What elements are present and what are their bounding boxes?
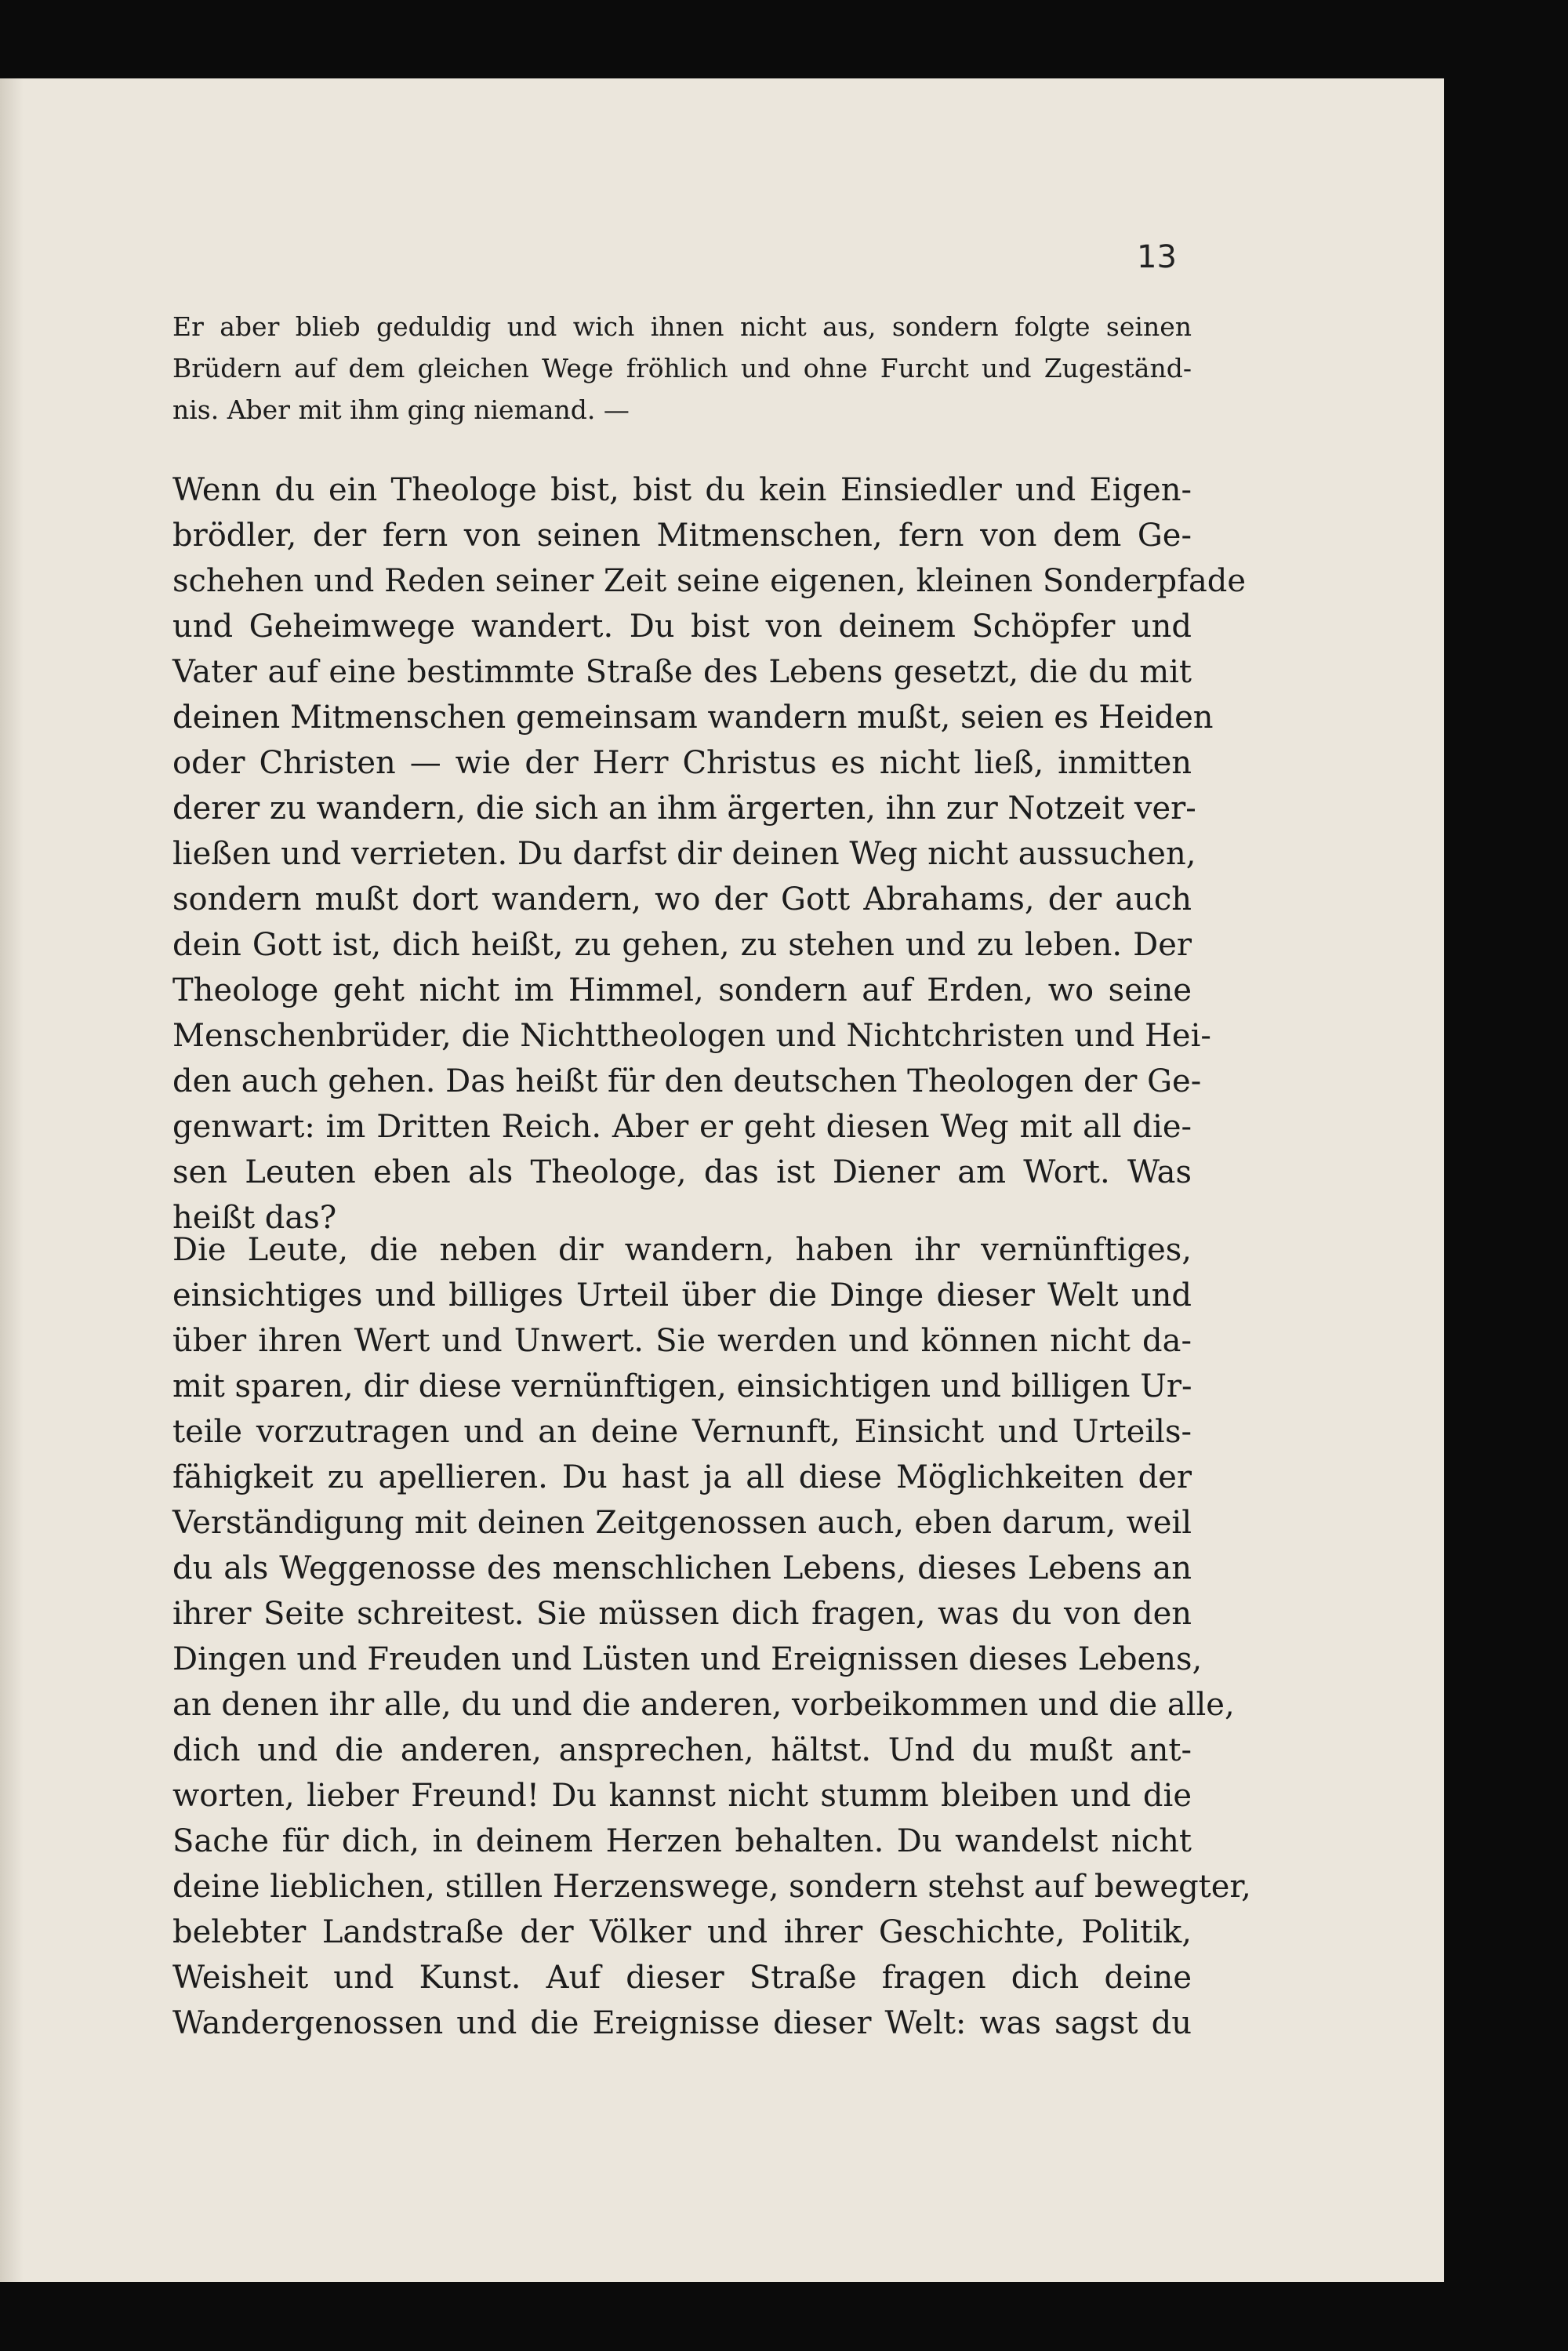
- text-line: worten, lieber Freund! Du kannst nicht stumm bleiben und die: [172, 1778, 1192, 1814]
- text-line: Dingen und Freuden und Lüsten und Ereignissen dieses Lebens,: [172, 1641, 1203, 1677]
- text-line: du als Weggenosse des menschlichen Lebens, dieses Lebens an: [172, 1550, 1192, 1586]
- text-line: einsichtiges und billiges Urteil über die Dinge dieser Welt und: [172, 1277, 1192, 1314]
- text-line: fähigkeit zu apellieren. Du hast ja all diese Möglichkeiten der: [172, 1459, 1192, 1495]
- text-line: heißt das?: [172, 1200, 337, 1236]
- page-number: 13: [1137, 239, 1177, 275]
- text-line: sondern mußt dort wandern, wo der Gott Abrahams, der auch: [172, 881, 1192, 918]
- text-line: mit sparen, dir diese vernünftigen, einsichtigen und billigen Ur-: [172, 1368, 1192, 1404]
- text-line: Die Leute, die neben dir wandern, haben ihr vernünftiges,: [172, 1232, 1192, 1268]
- paragraph-theologian: [172, 467, 1247, 1241]
- text-line: brödler, der fern von seinen Mitmenschen, fern von dem Ge-: [172, 518, 1192, 554]
- text-line: deinen Mitmenschen gemeinsam wandern mußt, seien es Heiden: [172, 699, 1214, 736]
- text-line: über ihren Wert und Unwert. Sie werden und können nicht da-: [172, 1323, 1192, 1359]
- text-line: oder Christen — wie der Herr Christus es nicht ließ, inmitten: [172, 745, 1192, 781]
- text-line: nis. Aber mit ihm ging niemand. —: [172, 394, 630, 425]
- page-gutter-shadow: [0, 78, 24, 2282]
- text-line: dein Gott ist, dich heißt, zu gehen, zu stehen und zu leben. Der: [172, 927, 1192, 963]
- text-line: deine lieblichen, stillen Herzenswege, sondern stehst auf bewegter,: [172, 1869, 1251, 1905]
- text-line: dich und die anderen, ansprechen, hältst. Und du mußt ant-: [172, 1732, 1192, 1768]
- text-line: den auch gehen. Das heißt für den deutschen Theologen der Ge-: [172, 1063, 1202, 1099]
- text-line: Er aber blieb geduldig und wich ihnen nicht aus, sondern folgte seinen: [172, 311, 1192, 342]
- text-line: Verständigung mit deinen Zeitgenossen auch, eben darum, weil: [172, 1505, 1192, 1541]
- text-line: Wenn du ein Theologe bist, bist du kein Einsiedler und Eigen-: [172, 472, 1192, 508]
- text-line: teile vorzutragen und an deine Vernunft, Einsicht und Urteils-: [172, 1414, 1192, 1450]
- paragraph-people: [172, 1227, 1251, 2046]
- text-line: Brüdern auf dem gleichen Wege fröhlich und ohne Furcht und Zugeständ-: [172, 353, 1192, 383]
- text-line: sen Leuten eben als Theologe, das ist Diener am Wort. Was: [172, 1154, 1192, 1190]
- text-line: an denen ihr alle, du und die anderen, vorbeikommen und die alle,: [172, 1687, 1235, 1723]
- text-line: genwart: im Dritten Reich. Aber er geht diesen Weg mit all die-: [172, 1109, 1192, 1145]
- text-line: schehen und Reden seiner Zeit seine eigenen, kleinen Sonderpfade: [172, 563, 1247, 599]
- text-line: derer zu wandern, die sich an ihm ärgerten, ihn zur Notzeit ver-: [172, 790, 1196, 827]
- text-line: Weisheit und Kunst. Auf dieser Straße fragen dich deine: [172, 1960, 1192, 1996]
- paragraph-intro: [172, 306, 1192, 431]
- text-line: Vater auf eine bestimmte Straße des Lebens gesetzt, die du mit: [172, 654, 1192, 690]
- text-line: belebter Landstraße der Völker und ihrer Geschichte, Politik,: [172, 1914, 1192, 1950]
- text-line: ihrer Seite schreitest. Sie müssen dich fragen, was du von den: [172, 1596, 1192, 1632]
- text-line: Theologe geht nicht im Himmel, sondern auf Erden, wo seine: [172, 972, 1192, 1008]
- text-line: Wandergenossen und die Ereignisse dieser Welt: was sagst du: [172, 2005, 1192, 2041]
- text-line: Sache für dich, in deinem Herzen behalten. Du wandelst nicht: [172, 1823, 1192, 1859]
- text-line: Menschenbrüder, die Nichttheologen und Nichtchristen und Hei-: [172, 1018, 1211, 1054]
- text-line: ließen und verrieten. Du darfst dir deinen Weg nicht aussuchen,: [172, 836, 1196, 872]
- text-line: und Geheimwege wandert. Du bist von deinem Schöpfer und: [172, 609, 1192, 645]
